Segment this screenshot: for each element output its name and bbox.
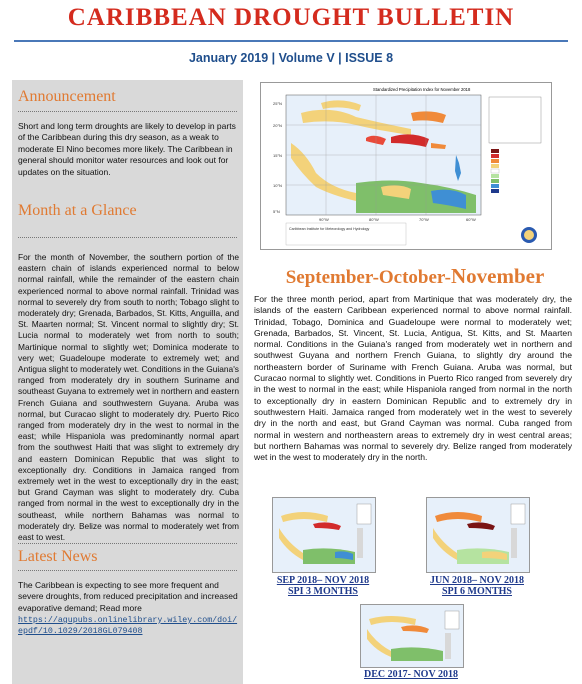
divider [18, 570, 237, 571]
map-inset [489, 97, 541, 143]
thumbnail-map-graphic [427, 498, 529, 572]
divider [18, 543, 237, 544]
issue-line: January 2019 | Volume V | ISSUE 8 [188, 51, 394, 65]
spi-3-month-map [272, 497, 376, 573]
article-link[interactable]: https://agupubs.onlinelibrary.wiley.com/doi/epdf/10.1029/2018GL079408 [18, 616, 238, 636]
map-legend [491, 149, 499, 193]
season-text: For the three month period, apart from Martinique that was moderately dry, the islands of the eastern Caribbean experienced normal to above normal rainfall. Trinidad, Tobago, Dominica and Guadeloupe were normal to moderately wet; Grenada, Barbados, St. Vincent, St. Lucia, Antigua, St. Kitts, and St. Maarten normal. Conditions in the Guiana's ranged from moderately wet in northern and southwest Guyana and northern French Guiana, to slightly dry around the northeastern border of Suriname with French Guiana. Aruba was normal, but Curacao normal to slightly wet. Conditions in Puerto Rico ranged from severely dry in the west to normal in the east; while Hispaniola ranged from normal in the north to exceptionally dry in eastern Dominican Republic and to extremely dry in southwestern Haiti. Jamaica ranged from moderately wet in the west to severely dry in the north and east, but Grand Cayman was normal. Cuba ranged from normal in western and northeastern areas to extremely dry in west central areas; but northern Bahamas was normal to severely dry. Belize ranged from moderately wet in the west to moderately dry in the north. [254, 294, 572, 463]
divider [18, 237, 237, 238]
thumbnail-map-graphic [361, 605, 463, 667]
thumbnail-caption: JUN 2018– NOV 2018 SPI 6 MONTHS [430, 575, 524, 597]
spi-map-graphic [261, 83, 551, 249]
lon-label: 90°W [319, 217, 329, 222]
spi-map-november [260, 82, 552, 250]
month-at-a-glance-heading: Month at a Glance [18, 202, 137, 219]
title-divider [14, 40, 568, 42]
lon-label: 60°W [466, 217, 476, 222]
lat-label: 5°N [273, 209, 280, 214]
announcement-heading: Announcement [18, 88, 116, 105]
spi-12-month-map [360, 604, 464, 668]
map-source: Caribbean Institute for Meteorology and Hydrology [289, 227, 370, 231]
lon-label: 70°W [419, 217, 429, 222]
sidebar [12, 80, 243, 684]
latest-news-text: The Caribbean is expecting to see more frequent and severe droughts, from reduced precipitation and increased evaporative demand; Read more [18, 580, 238, 613]
divider [18, 111, 237, 112]
bulletin-title: CARIBBEAN DROUGHT BULLETIN [67, 4, 515, 31]
lat-label: 10°N [273, 183, 282, 188]
spi-6-month-map [426, 497, 530, 573]
lon-label: 80°W [369, 217, 379, 222]
thumbnail-caption: DEC 2017- NOV 2018 [364, 669, 458, 680]
season-title: September-October-November [285, 264, 545, 288]
month-at-a-glance-text: For the month of November, the southern portion of the eastern chain of islands experienced normal to below normal rainfall, while the remainder of the eastern chain experienced normal to above normal rainfall. Trinidad was normal to severely dry from south to north; Tobago slight to moderately dry; Grenada, Barbados, St. Kitts, Anguilla, and St. Maarten normal; St. Vincent normal to slightly dry; St. Lucia normal to moderately wet from north to south; Martinique normal to slightly wet; Dominica moderate to very wet; Guadeloupe moderate to extremely wet; and Antigua slight to moderately wet. Conditions in the Guiana's ranged from moderately dry in southern Suriname and southeast Guyana to extremely wet in northern and eastern French Guiana and southwestern Guyana. Aruba was normal, but Curacao slight to moderately dry. Puerto Rico ranged from moderately dry in the west to normal in the east; while Hispaniola was predominantly normal apart from the southwest Haiti that was slight to extremely dry and eastern Dominican Republic that was slight to exceptionally dry. Conditions in Jamaica ranged from extremely wet in the west to exceptionally dry in the east; but Grand Cayman was slight to moderately dry. Cuba ranged from normal in the west to exceptionally dry in the southeast, while northern Bahamas was normal to moderately dry. Belize was normal to moderately wet from east to west. [18, 252, 239, 543]
thumbnail-caption: SEP 2018– NOV 2018 SPI 3 MONTHS [276, 575, 370, 597]
thumbnail-map-graphic [273, 498, 375, 572]
lat-label: 20°N [273, 123, 282, 128]
lat-label: 15°N [273, 153, 282, 158]
map-title: Standardized Precipitation Index for November 2018 [373, 87, 471, 92]
announcement-text: Short and long term droughts are likely to develop in parts of the Caribbean during this dry season, as a weak to moderate El Nino becomes more likely. The Caribbean in general should monitor water resources and look out for updates on the situation. [18, 121, 236, 177]
lat-label: 25°N [273, 101, 282, 106]
latest-news-heading: Latest News [18, 548, 98, 565]
